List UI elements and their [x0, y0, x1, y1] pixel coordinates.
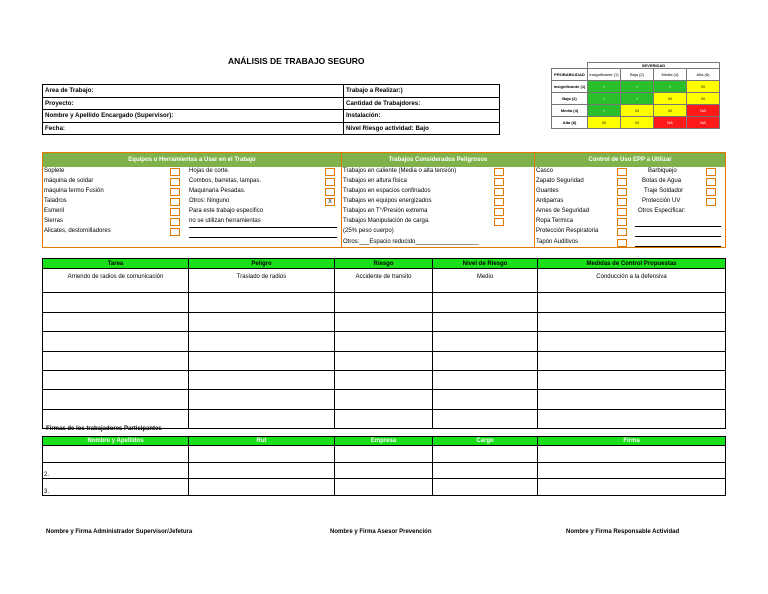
trabajos-item: Trabajos en espacios confinados: [343, 188, 431, 194]
table-cell[interactable]: [433, 409, 538, 428]
row-number[interactable]: [43, 446, 189, 463]
table-cell[interactable]: [335, 462, 433, 479]
risk-cell: M: [654, 105, 687, 117]
table-cell[interactable]: [43, 390, 189, 409]
table-row: [43, 446, 726, 463]
table-cell[interactable]: [335, 409, 433, 428]
trabajos-header: Trabajos Considerados Peligrosos: [342, 153, 534, 167]
checkbox[interactable]: [170, 218, 180, 226]
encargado-field[interactable]: Nombre y Apellido Encargado (Supervisor):: [43, 110, 344, 123]
instalacion-field[interactable]: Instalación:: [344, 110, 500, 123]
equipos-header: Equipos o Herramientas a Usar en el Trabajo: [43, 153, 341, 167]
checkbox[interactable]: [617, 228, 627, 236]
table-cell[interactable]: [433, 390, 538, 409]
table-cell[interactable]: Conducción a la defensiva: [538, 269, 726, 293]
column-header: Riesgo: [335, 259, 433, 269]
risk-cell: M: [588, 117, 621, 129]
checkbox[interactable]: [617, 239, 627, 247]
table-cell[interactable]: [538, 351, 726, 370]
checkbox[interactable]: [170, 168, 180, 176]
firmas-title: Firmas de los trabajadores Participantes: [46, 426, 162, 432]
risk-cell: I: [621, 81, 654, 93]
trabajos-item: (25% peso cuerpo): [343, 228, 394, 234]
row-number[interactable]: 3.: [43, 479, 189, 496]
table-cell[interactable]: [433, 312, 538, 331]
epp-item: Botas de Agua: [642, 178, 682, 184]
probability-row-label: Insignificante (1): [552, 81, 588, 93]
table-cell[interactable]: [189, 390, 335, 409]
checkbox[interactable]: [170, 188, 180, 196]
table-cell[interactable]: [189, 332, 335, 351]
epp-item: Traje Soldador: [644, 188, 684, 194]
epp-item: Barbiquejo: [648, 168, 677, 174]
epp-item: Ropa Termica: [536, 218, 573, 224]
table-cell[interactable]: [335, 390, 433, 409]
epp-item: Arnes de Seguridad: [536, 208, 590, 214]
checkbox[interactable]: [170, 208, 180, 216]
table-row: [43, 390, 726, 409]
probability-row-label: Alta (8): [552, 117, 588, 129]
equipos-item: Esmeril: [44, 208, 65, 214]
trabajos-item: Trabajos en equipos energizados: [343, 198, 432, 204]
probability-row-label: Media (4): [552, 105, 588, 117]
table-row: [43, 462, 726, 479]
table-cell[interactable]: [433, 351, 538, 370]
equipos-item: Hojas de corte.: [189, 168, 230, 174]
risk-matrix: [551, 62, 720, 129]
risk-cell: I: [588, 81, 621, 93]
table-cell[interactable]: [335, 312, 433, 331]
checkbox[interactable]: [706, 168, 716, 176]
job-info-table: [42, 84, 500, 135]
table-cell[interactable]: [189, 479, 335, 496]
epp-item: Antiparras: [536, 198, 564, 204]
checkbox[interactable]: [617, 208, 627, 216]
underline: [189, 237, 337, 238]
risk-cell: M: [687, 81, 720, 93]
table-cell[interactable]: [433, 293, 538, 312]
checkbox[interactable]: [170, 178, 180, 186]
risk-cell: M: [687, 93, 720, 105]
risk-cell: I: [588, 105, 621, 117]
table-cell[interactable]: [335, 351, 433, 370]
checkbox[interactable]: [706, 178, 716, 186]
epp-item: Protección UV: [642, 198, 681, 204]
underline: [635, 226, 721, 227]
column-header: Empresa: [335, 437, 433, 446]
checkbox[interactable]: [325, 168, 335, 176]
table-cell[interactable]: Traslado de radios: [189, 269, 335, 293]
equipos-item: máquina de soldar: [44, 178, 94, 184]
equipos-item: Combos, barretas, lampas.: [189, 178, 262, 184]
risk-cell: M: [621, 117, 654, 129]
column-header: Peligro: [189, 259, 335, 269]
trabajos-item: Trabajos en caliente (Media o alta tensión): [343, 168, 457, 174]
table-cell[interactable]: [189, 293, 335, 312]
epp-item: Protección Respiratoria: [536, 228, 599, 234]
table-cell[interactable]: [335, 479, 433, 496]
row-number[interactable]: 2.: [43, 462, 189, 479]
checkbox[interactable]: [617, 178, 627, 186]
severity-col: Alta (8): [687, 69, 720, 81]
table-cell[interactable]: [538, 446, 726, 463]
signature-admin-label: Nombre y Firma Administrador Supervisor/Jefetura: [46, 529, 193, 535]
probability-label: PROBABILIDAD: [552, 69, 588, 81]
table-row: [43, 293, 726, 312]
table-cell[interactable]: [433, 479, 538, 496]
checkbox[interactable]: [494, 218, 504, 226]
table-cell[interactable]: [189, 370, 335, 389]
table-cell[interactable]: Arriendo de radios de comunicación: [43, 269, 189, 293]
table-row: [43, 479, 726, 496]
underline: [189, 227, 337, 228]
table-cell[interactable]: [335, 332, 433, 351]
column-header: Firma: [538, 437, 726, 446]
severity-label: SEVERIDAD: [588, 63, 720, 69]
proyecto-field[interactable]: Proyecto:: [43, 97, 344, 110]
table-row: [43, 269, 726, 293]
column-header: Medidas de Control Propuestas: [538, 259, 726, 269]
column-header: Cargo: [433, 437, 538, 446]
trabajos-item: Trabajos en T°/Presión extrema: [343, 208, 428, 214]
table-cell[interactable]: [189, 446, 335, 463]
table-cell[interactable]: [538, 479, 726, 496]
risk-cell: NA: [687, 117, 720, 129]
equipos-item: Para este trabajo especifico: [189, 208, 264, 214]
table-cell[interactable]: [538, 390, 726, 409]
signature-responsable-label: Nombre y Firma Responsable Actividad: [566, 529, 680, 535]
checkbox[interactable]: [494, 168, 504, 176]
column-header: Tarea: [43, 259, 189, 269]
equipos-item: Maquinaria Pesadas.: [189, 188, 246, 194]
column-header: Nivel de Riesgo: [433, 259, 538, 269]
table-cell[interactable]: [189, 462, 335, 479]
table-cell[interactable]: [335, 446, 433, 463]
epp-header: Control de Uso EPP a Utilizar: [535, 153, 725, 167]
equipos-item: Sierras: [44, 218, 64, 224]
trabajos-item: Trabajos Manipulación de carga.: [343, 218, 430, 224]
table-cell[interactable]: [335, 293, 433, 312]
checkbox[interactable]: [170, 198, 180, 206]
checkbox-checked[interactable]: X: [325, 198, 335, 206]
table-cell[interactable]: [189, 312, 335, 331]
equipos-item: máquina termo Fusión: [44, 188, 104, 194]
risk-cell: I: [621, 93, 654, 105]
risk-cell: M: [621, 105, 654, 117]
table-cell[interactable]: [433, 462, 538, 479]
trabajos-otros: Otros:___Espacio reducido___________________: [343, 239, 479, 245]
severity-col: Baja (2): [621, 69, 654, 81]
table-cell[interactable]: [43, 312, 189, 331]
table-row: [43, 351, 726, 370]
risk-cell: NA: [654, 117, 687, 129]
table-cell[interactable]: [43, 332, 189, 351]
checkbox[interactable]: [494, 208, 504, 216]
fecha-field[interactable]: Fecha:: [43, 122, 344, 135]
risk-analysis-table: [42, 258, 726, 429]
trabajo-field[interactable]: Trabajo a Realizar:): [344, 85, 500, 98]
table-cell[interactable]: [538, 409, 726, 428]
column-header: Rut: [189, 437, 335, 446]
table-cell[interactable]: [43, 293, 189, 312]
epp-item: Zapato Seguridad: [536, 178, 584, 184]
probability-row-label: Baja (2): [552, 93, 588, 105]
checkbox[interactable]: [325, 178, 335, 186]
checkbox[interactable]: [325, 188, 335, 196]
table-cell[interactable]: [538, 293, 726, 312]
checkbox[interactable]: [494, 188, 504, 196]
underline: [635, 246, 721, 247]
signature-asesor-label: Nombre y Firma Asesor Prevención: [330, 529, 432, 535]
table-cell[interactable]: [189, 409, 335, 428]
risk-cell: I: [654, 81, 687, 93]
epp-item: Casco: [536, 168, 554, 174]
table-cell[interactable]: [433, 370, 538, 389]
table-cell[interactable]: [538, 370, 726, 389]
equipos-item: Alicates, destornilladores: [44, 228, 111, 234]
underline: [635, 236, 721, 237]
risk-cell: I: [588, 93, 621, 105]
trabajos-item: Trabajos en altura física: [343, 178, 407, 184]
table-cell[interactable]: [433, 332, 538, 351]
table-row: [43, 370, 726, 389]
checkbox[interactable]: [617, 218, 627, 226]
equipos-item: Otros: Ninguno: [189, 198, 230, 204]
equipos-item: Soplete: [44, 168, 65, 174]
table-cell[interactable]: [433, 446, 538, 463]
equipos-item: no se utilizan herramientas: [189, 218, 261, 224]
checkbox[interactable]: [494, 198, 504, 206]
area-field[interactable]: Area de Trabajo:: [43, 85, 344, 98]
equipos-item: Taladros: [44, 198, 67, 204]
firmas-table: [42, 436, 726, 496]
checkbox[interactable]: [617, 198, 627, 206]
table-cell[interactable]: [189, 351, 335, 370]
checkbox[interactable]: [617, 188, 627, 196]
table-cell[interactable]: [335, 370, 433, 389]
table-cell[interactable]: [43, 351, 189, 370]
checkbox[interactable]: [617, 168, 627, 176]
table-row: [43, 312, 726, 331]
page-title: ANÁLISIS DE TRABAJO SEGURO: [228, 56, 365, 66]
column-header: Nombre y Apellidos: [43, 437, 189, 446]
table-cell[interactable]: [538, 462, 726, 479]
severity-col: Media (4): [654, 69, 687, 81]
checkbox[interactable]: [706, 188, 716, 196]
table-row: [43, 332, 726, 351]
table-cell[interactable]: Accidente de transito: [335, 269, 433, 293]
checkbox[interactable]: [494, 178, 504, 186]
table-cell[interactable]: Medio: [433, 269, 538, 293]
epp-item: Guantes: [536, 188, 559, 194]
severity-col: Insignificante (1): [588, 69, 621, 81]
table-cell[interactable]: [538, 312, 726, 331]
checkbox[interactable]: [706, 198, 716, 206]
cantidad-field[interactable]: Cantidad de Trabajdores:: [344, 97, 500, 110]
nivel-field[interactable]: Nivel Riesgo actividad: Bajo: [344, 122, 500, 135]
risk-cell: NA: [687, 105, 720, 117]
epp-item: Otros Especificar:: [638, 208, 686, 214]
table-cell[interactable]: [43, 370, 189, 389]
risk-cell: M: [654, 93, 687, 105]
checkbox[interactable]: [170, 228, 180, 236]
table-cell[interactable]: [538, 332, 726, 351]
epp-item: Tapón Auditivos: [536, 239, 579, 245]
